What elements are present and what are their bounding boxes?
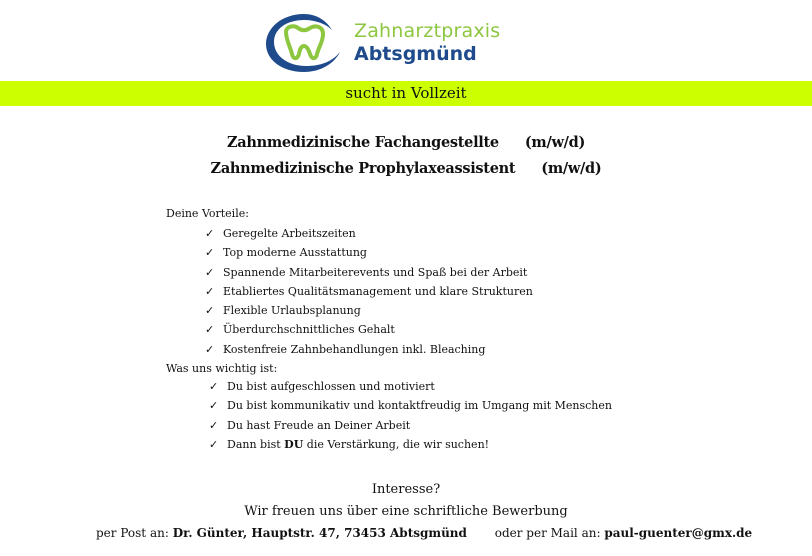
benefits-list	[205, 224, 533, 359]
hiring-banner: sucht in Vollzeit	[0, 81, 812, 106]
job-title-2	[0, 160, 812, 177]
list-item: ✓ Kostenfreie Zahnbehandlungen inkl. Bleaching	[205, 340, 533, 359]
post-label: per Post an:	[96, 526, 169, 540]
checkmark-icon: ✓	[209, 380, 219, 393]
list-item: ✓ Du bist aufgeschlossen und motiviert	[209, 377, 612, 396]
tooth-logo-icon	[262, 8, 346, 76]
checkmark-icon: ✓	[205, 323, 215, 337]
logo-text-line1: Zahnarztpraxis	[354, 20, 501, 42]
requirements-heading: Was uns wichtig ist:	[166, 362, 278, 375]
contact-line	[96, 526, 752, 540]
list-item: ✓ Flexible Urlaubsplanung	[205, 301, 533, 320]
application-invite: Wir freuen uns über eine schriftliche Bewerbung	[244, 504, 568, 519]
job-title-1-suffix: (m/w/d)	[524, 134, 586, 151]
benefits-heading: Deine Vorteile:	[166, 207, 249, 220]
requirements-list	[209, 377, 612, 454]
checkmark-icon: ✓	[205, 342, 215, 356]
checkmark-icon: ✓	[205, 284, 215, 298]
practice-logo	[262, 6, 552, 76]
job-title-2-suffix: (m/w/d)	[541, 160, 602, 177]
logo-text-line2: Abtsgmünd	[354, 43, 477, 65]
list-item: ✓ Top moderne Ausstattung	[205, 243, 533, 262]
list-item: ✓ Spannende Mitarbeiterevents und Spaß bei der Arbeit	[205, 263, 533, 282]
checkmark-icon: ✓	[205, 246, 215, 260]
checkmark-icon: ✓	[209, 437, 219, 451]
list-item: ✓ Du bist kommunikativ und kontaktfreudig im Umgang mit Menschen	[209, 396, 612, 415]
list-item: ✓ Überdurchschnittliches Gehalt	[205, 320, 533, 339]
list-item: ✓ Du hast Freude an Deiner Arbeit	[209, 416, 612, 435]
mail-label: oder per Mail an:	[494, 526, 601, 540]
mail-address[interactable]: paul-guenter@gmx.de	[604, 526, 753, 540]
job-title-1-text: Zahnmedizinische Fachangestellte	[226, 134, 499, 151]
job-title-1	[0, 134, 812, 151]
interest-question: Interesse?	[371, 482, 441, 497]
post-address: Dr. Günter, Hauptstr. 47, 73453 Abtsgmünd	[172, 526, 467, 540]
list-item: ✓ Dann bist DU die Verstärkung, die wir suchen!	[209, 435, 612, 454]
checkmark-icon: ✓	[205, 227, 215, 240]
checkmark-icon: ✓	[205, 304, 215, 318]
list-item: ✓ Etabliertes Qualitätsmanagement und klare Strukturen	[205, 282, 533, 301]
job-title-2-text: Zahnmedizinische Prophylaxeassistent	[210, 160, 516, 177]
checkmark-icon: ✓	[209, 418, 219, 432]
checkmark-icon: ✓	[209, 399, 219, 413]
checkmark-icon: ✓	[205, 265, 215, 279]
du-emphasis: DU	[284, 437, 304, 451]
list-item: ✓ Geregelte Arbeitszeiten	[205, 224, 533, 243]
